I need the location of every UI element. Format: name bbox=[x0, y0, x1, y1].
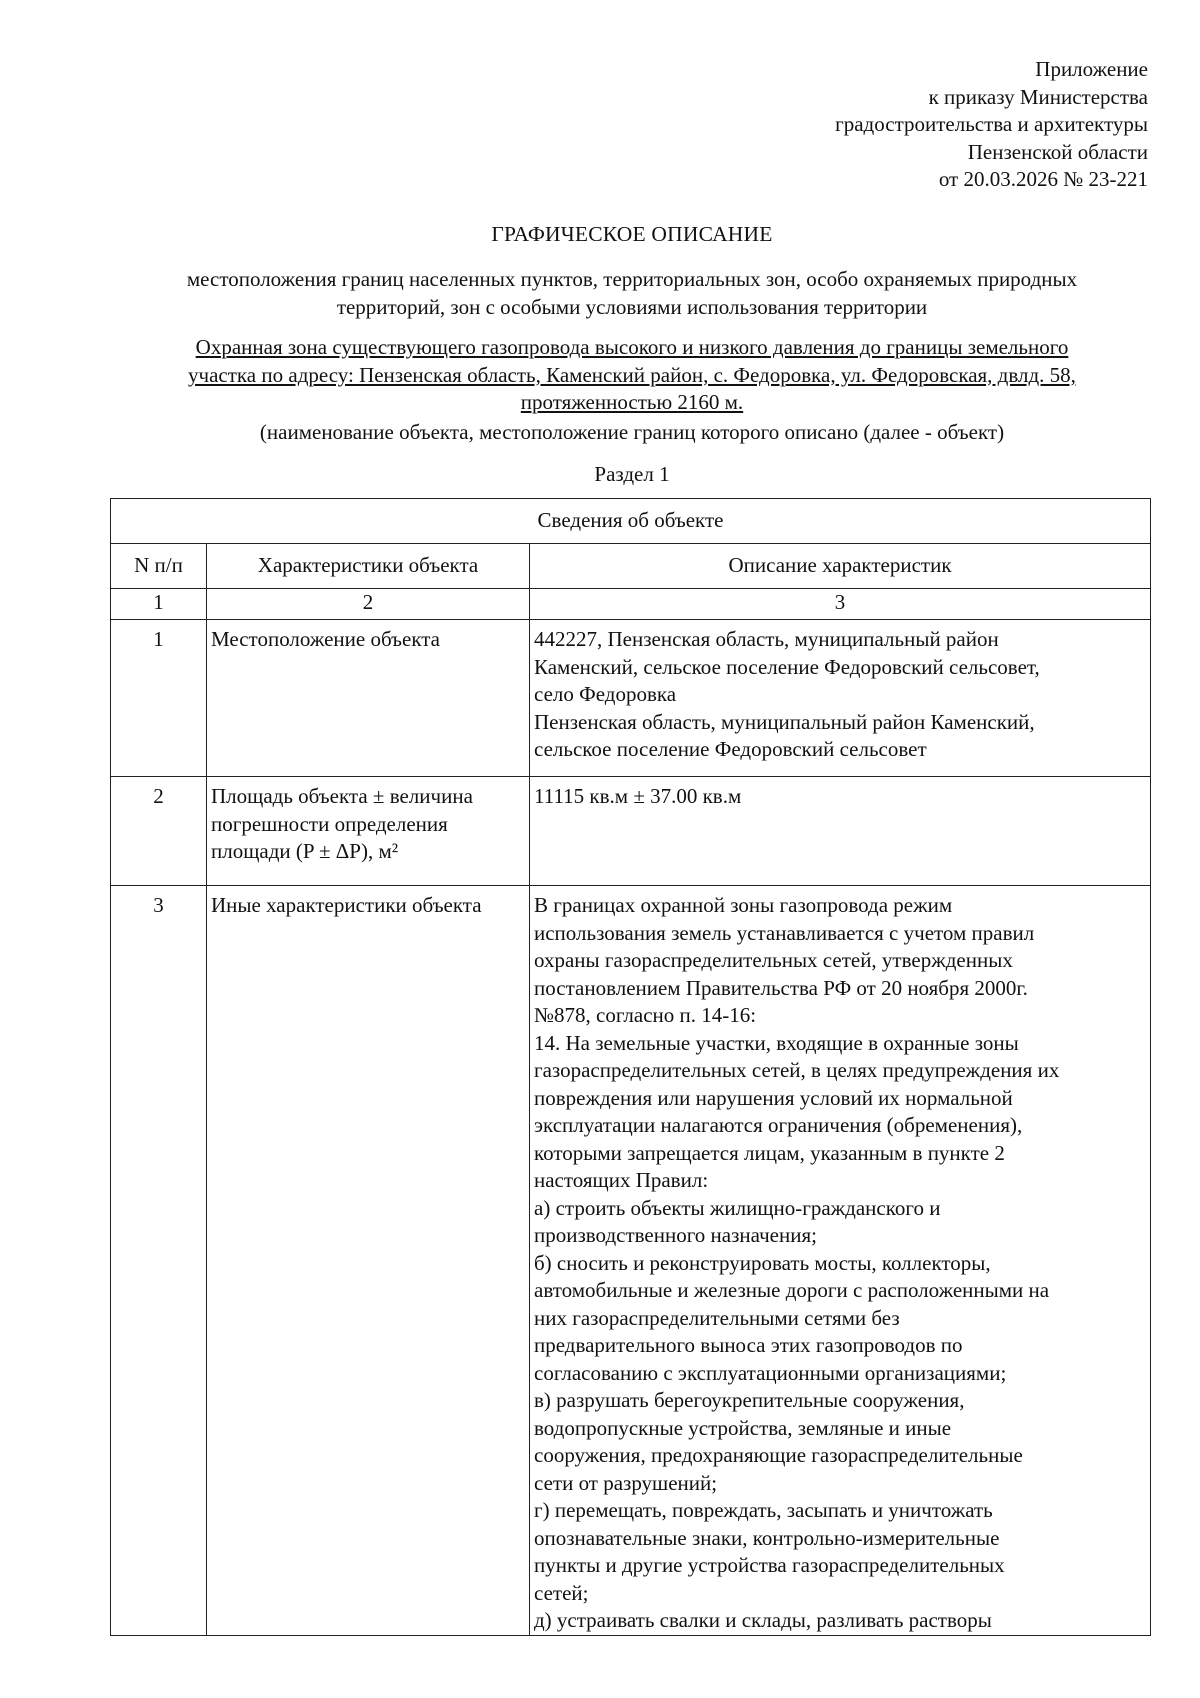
value-line: Пензенская область, муниципальный район Каменский, bbox=[534, 709, 1035, 734]
value-line: них газораспределительными сетями без bbox=[534, 1305, 900, 1330]
label-line: Площадь объекта ± величина bbox=[211, 784, 473, 808]
object-name-line: протяженностью 2160 м. bbox=[520, 390, 744, 414]
value-line: эксплуатации налагаются ограничения (обременения), bbox=[534, 1113, 1023, 1137]
value-line: автомобильные и железные дороги с расположенными на bbox=[534, 1278, 1050, 1302]
column-index: 2 bbox=[207, 589, 530, 620]
subtitle-line: территорий, зон с особыми условиями использования территории bbox=[336, 294, 928, 319]
value-line: а) строить объекты жилищно-гражданского и bbox=[534, 1195, 941, 1220]
value-line: повреждения или нарушения условий их нормальной bbox=[534, 1085, 1013, 1110]
document-title: ГРАФИЧЕСКОЕ ОПИСАНИЕ bbox=[491, 222, 773, 246]
value-line: г) перемещать, повреждать, засыпать и уничтожать bbox=[534, 1498, 993, 1522]
value-line: 14. На земельные участки, входящие в охранные зоны bbox=[534, 1030, 1019, 1055]
value-line: настоящих Правил: bbox=[534, 1168, 709, 1192]
value-line: использования земель устанавливается с учетом правил bbox=[534, 920, 1035, 945]
row-label: Иные характеристики объекта bbox=[207, 886, 530, 1636]
appendix-header bbox=[835, 56, 1148, 194]
document-subtitle bbox=[100, 266, 1164, 321]
column-index: 1 bbox=[111, 589, 207, 620]
value-line: предварительного выноса этих газопроводов по bbox=[534, 1333, 963, 1357]
value-line: В границах охранной зоны газопровода режим bbox=[534, 893, 953, 917]
column-header: Характеристики объекта bbox=[207, 544, 530, 589]
value-line: 442227, Пензенская область, муниципальный район bbox=[534, 627, 999, 651]
object-caption: (наименование объекта, местоположение границ которого описано (далее - объект) bbox=[259, 420, 1005, 444]
value-line: Каменский, сельское поселение Федоровский сельсовет, bbox=[534, 654, 1040, 679]
value-line: д) устраивать свалки и склады, разливать растворы bbox=[534, 1608, 992, 1632]
value-line: охраны газораспределительных сетей, утвержденных bbox=[534, 948, 1013, 972]
table-header-row bbox=[111, 544, 1151, 589]
object-name bbox=[100, 334, 1164, 417]
value-line: №878, согласно п. 14-16: bbox=[534, 1003, 757, 1027]
value-line: газораспределительных сетей, в целях предупреждения их bbox=[534, 1058, 1060, 1082]
object-info-table bbox=[110, 498, 1151, 1636]
label-line: погрешности определения bbox=[211, 811, 448, 836]
row-value: 11115 кв.м ± 37.00 кв.м bbox=[530, 777, 1151, 886]
value-line: сети от разрушений; bbox=[534, 1470, 718, 1495]
object-name-line: Охранная зона существующего газопровода высокого и низкого давления до границы земельного bbox=[195, 335, 1069, 359]
row-number: 3 bbox=[111, 886, 207, 1636]
value-line: опознавательные знаки, контрольно-измерительные bbox=[534, 1525, 1000, 1550]
row-number: 2 bbox=[111, 777, 207, 886]
column-index: 3 bbox=[530, 589, 1151, 620]
value-line: пункты и другие устройства газораспределительных bbox=[534, 1553, 1005, 1577]
appendix-line: Пензенской области bbox=[967, 139, 1148, 164]
table-row bbox=[111, 886, 1151, 1636]
value-line: которыми запрещается лицам, указанным в пункте 2 bbox=[534, 1140, 1005, 1165]
column-header: N п/п bbox=[111, 544, 207, 589]
table-row bbox=[111, 620, 1151, 777]
value-line: согласованию с эксплуатационными организациями; bbox=[534, 1360, 1007, 1385]
value-line: сооружения, предохраняющие газораспределительные bbox=[534, 1443, 1023, 1467]
table-caption: Сведения об объекте bbox=[111, 499, 1151, 544]
row-label: Местоположение объекта bbox=[207, 620, 530, 777]
object-name-line: участка по адресу: Пензенская область, Каменский район, с. Федоровка, ул. Федоровская, двлд. 58, bbox=[188, 362, 1076, 387]
column-header: Описание характеристик bbox=[530, 544, 1151, 589]
value-line: село Федоровка bbox=[534, 682, 677, 706]
appendix-line: Приложение bbox=[1035, 57, 1148, 81]
label-line: площади (P ± ΔP), м² bbox=[211, 839, 399, 863]
value-line: сетей; bbox=[534, 1580, 589, 1605]
table-row bbox=[111, 777, 1151, 886]
value-line: водопропускные устройства, земляные и иные bbox=[534, 1415, 952, 1440]
appendix-line: градостроительства и архитектуры bbox=[835, 112, 1148, 136]
table-caption-row bbox=[111, 499, 1151, 544]
value-line: в) разрушать берегоукрепительные сооружения, bbox=[534, 1388, 965, 1412]
subtitle-line: местоположения границ населенных пунктов, территориальных зон, особо охраняемых природных bbox=[186, 267, 1078, 291]
value-line: производственного назначения; bbox=[534, 1223, 817, 1247]
value-line: сельское поселение Федоровский сельсовет bbox=[534, 737, 927, 761]
value-line: б) сносить и реконструировать мосты, коллекторы, bbox=[534, 1250, 991, 1275]
table-index-row bbox=[111, 589, 1151, 620]
value-line: постановлением Правительства РФ от 20 ноября 2000г. bbox=[534, 975, 1028, 1000]
appendix-line: к приказу Министерства bbox=[928, 84, 1148, 109]
row-number: 1 bbox=[111, 620, 207, 777]
row-value bbox=[530, 620, 1151, 777]
row-label bbox=[207, 777, 530, 886]
appendix-order-date: от 20.03.2026 № 23-221 bbox=[938, 167, 1148, 191]
section-label: Раздел 1 bbox=[594, 462, 670, 486]
row-value bbox=[530, 886, 1151, 1636]
